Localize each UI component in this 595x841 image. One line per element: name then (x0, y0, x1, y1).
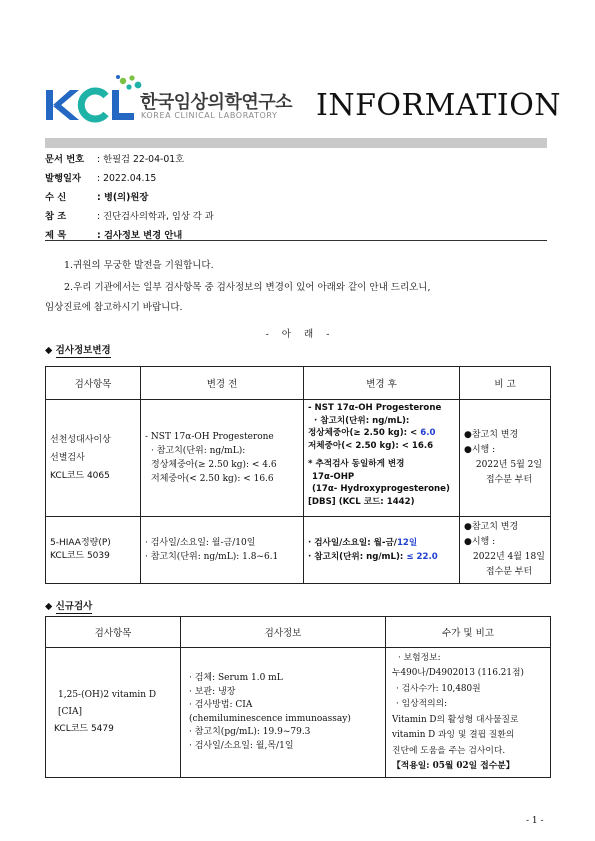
changed-value: 12일 (396, 538, 418, 548)
diamond-icon: ◆ (45, 345, 53, 356)
after-text: 정상체중아(≥ 2.50 kg): < (308, 428, 421, 438)
test-method: [CIA] (58, 707, 82, 717)
test-item-cell (46, 517, 141, 584)
test-info-cell (181, 648, 386, 778)
meta-doc-number (45, 150, 547, 169)
before-line: - NST 17α-OH Progesterone (145, 432, 274, 442)
remark-line: · 검사수가: 10,480원 (396, 683, 481, 694)
section-title: 검사정보변경 (55, 345, 111, 356)
remark-line: 누490나/D4902013 (116.21점) (392, 668, 524, 678)
meta-value: : 병(의)원장 (97, 192, 149, 203)
after-line: - NST 17α-OH Progesterone (308, 403, 442, 413)
info-change-table (45, 366, 551, 584)
test-name: 5-HIAA정량(P) (50, 538, 111, 548)
meta-key: 참 조 (45, 211, 67, 222)
remark-line: 접수분 부터 (485, 475, 533, 485)
remark-line: ●시행 : (464, 445, 496, 455)
fee-remarks-cell (386, 648, 551, 778)
before-cell (141, 400, 304, 517)
info-line: (chemiluminescence immunoassay) (189, 713, 351, 724)
info-line: · 검사방법: CIA (189, 700, 253, 710)
effective-date: 【적용일: 05월 02일 접수분】 (392, 761, 515, 771)
meta-value: : 검사정보 변경 안내 (97, 230, 183, 241)
test-code: KCL코드 5039 (50, 551, 110, 561)
col-header: 검사항목 (46, 367, 141, 400)
meta-reference (45, 207, 547, 226)
before-line: 정상체중아(≥ 2.50 kg): < 4.6 (151, 460, 277, 470)
test-item-cell (46, 400, 141, 517)
remark-line: 접수분 부터 (485, 567, 533, 577)
table-row (46, 400, 551, 517)
after-text: · 참고치(단위: ng/mL): (308, 552, 407, 562)
meta-value: : 2022.04.15 (97, 173, 157, 184)
new-test-table (45, 616, 551, 778)
table-row (46, 517, 551, 584)
after-line: · 참고치(단위: ng/mL): (314, 415, 410, 426)
meta-issue-date (45, 169, 547, 188)
meta-subject (45, 226, 547, 245)
test-name: 선별검사 (50, 453, 85, 463)
changed-value: 6.0 (420, 428, 436, 438)
table-header-row (46, 617, 551, 648)
remark-line: Vitamin D의 활성형 대사물질로 (392, 714, 519, 725)
remark-line: ●참고치 변경 (464, 522, 519, 532)
document-title: INFORMATION (316, 88, 562, 123)
title-divider-bar (45, 138, 547, 148)
meta-value: : 진단검사의학과, 임상 각 과 (97, 211, 214, 222)
col-header: 검사정보 (181, 617, 386, 648)
after-line: 17α-OHP (312, 471, 355, 482)
after-line: * 추적검사 동일하게 변경 (308, 459, 405, 469)
before-line: · 검사일/소요일: 월-금/10일 (145, 538, 256, 548)
after-line: (17α- Hydroxyprogesterone) (312, 484, 450, 494)
col-header: 변경 전 (141, 367, 304, 400)
col-header: 검사항목 (46, 617, 181, 648)
section-title: 신규검사 (55, 601, 93, 612)
diamond-icon: ◆ (45, 601, 53, 612)
after-line (308, 427, 455, 440)
notice-center-label: - 아 래 - (265, 329, 330, 340)
remark-line: · 보험정보: (398, 652, 441, 663)
meta-key: 제 목 (45, 230, 67, 241)
section-heading-new-test (45, 598, 92, 612)
after-line (308, 536, 455, 550)
info-line: · 참고치(pg/mL): 19.9~79.3 (189, 727, 311, 737)
test-name: 선천성대사이상 (50, 435, 111, 445)
test-code: KCL코드 4065 (50, 471, 110, 481)
after-cell (304, 517, 460, 584)
page-number: - 1 - (526, 816, 544, 826)
meta-value: : 한필검 22-04-01호 (97, 154, 185, 165)
before-cell (141, 517, 304, 584)
col-header: 수가 및 비고 (386, 617, 551, 648)
after-line: [DBS] (KCL 코드: 1442) (308, 496, 415, 507)
test-name: 1,25-(OH)2 vitamin D (58, 690, 157, 700)
col-header: 변경 후 (304, 367, 460, 400)
meta-key: 수 신 (45, 192, 67, 203)
logo-english-name: KOREA CLINICAL LABORATORY (141, 111, 278, 120)
info-line: · 검사일/소요일: 월,목/1일 (189, 740, 294, 751)
remark-line: 2022년 5월 2일 (475, 460, 543, 470)
remark-line: ●참고치 변경 (464, 430, 519, 440)
meta-recipient (45, 188, 547, 207)
meta-key: 발행일자 (45, 173, 81, 184)
before-line: 저체중아(< 2.50 kg): < 16.6 (151, 474, 274, 484)
test-item-cell (46, 648, 181, 778)
paragraph-2: 2.우리 기관에서는 일부 검사항목 중 검사정보의 변경이 있어 아래와 같이 안내 드리오니, (64, 282, 431, 293)
remark-line: 진단에 도움을 주는 검사이다. (392, 745, 506, 756)
after-text: · 검사일/소요일: 월-금/ (308, 538, 397, 548)
after-cell (304, 400, 460, 517)
logo-korean-name: 한국임상의학연구소 (140, 92, 292, 113)
col-header: 비 고 (460, 367, 551, 400)
document-meta (45, 150, 547, 245)
remarks-cell (460, 400, 551, 517)
section-heading-info-change (45, 342, 111, 356)
before-line: · 참고치(단위: ng/mL): 1.8~6.1 (145, 552, 279, 562)
meta-key: 문서 번호 (45, 154, 85, 165)
remarks-cell (460, 517, 551, 584)
remark-line: 2022년 4월 18일 (473, 552, 545, 562)
after-line (308, 550, 455, 564)
remark-line: · 임상적의의: (396, 699, 448, 709)
remark-line: ●시행 : (464, 537, 496, 547)
paragraph-1: 1.귀원의 무궁한 발전을 기원합니다. (64, 260, 214, 271)
info-line: · 보관: 냉장 (189, 686, 236, 697)
info-line: · 검체: Serum 1.0 mL (189, 673, 283, 683)
test-code: KCL코드 5479 (54, 724, 114, 734)
remark-line: vitamin D 과잉 및 결핍 질환의 (392, 730, 515, 740)
table-header-row (46, 367, 551, 400)
after-line: 저체중아(< 2.50 kg): < 16.6 (308, 440, 434, 451)
paragraph-2-cont: 임상진료에 참고하시기 바랍니다. (45, 302, 183, 313)
table-row (46, 648, 551, 778)
before-line: · 참고치(단위: ng/mL): (151, 446, 246, 456)
changed-value: ≤ 22.0 (406, 552, 438, 562)
meta-divider (45, 240, 547, 241)
